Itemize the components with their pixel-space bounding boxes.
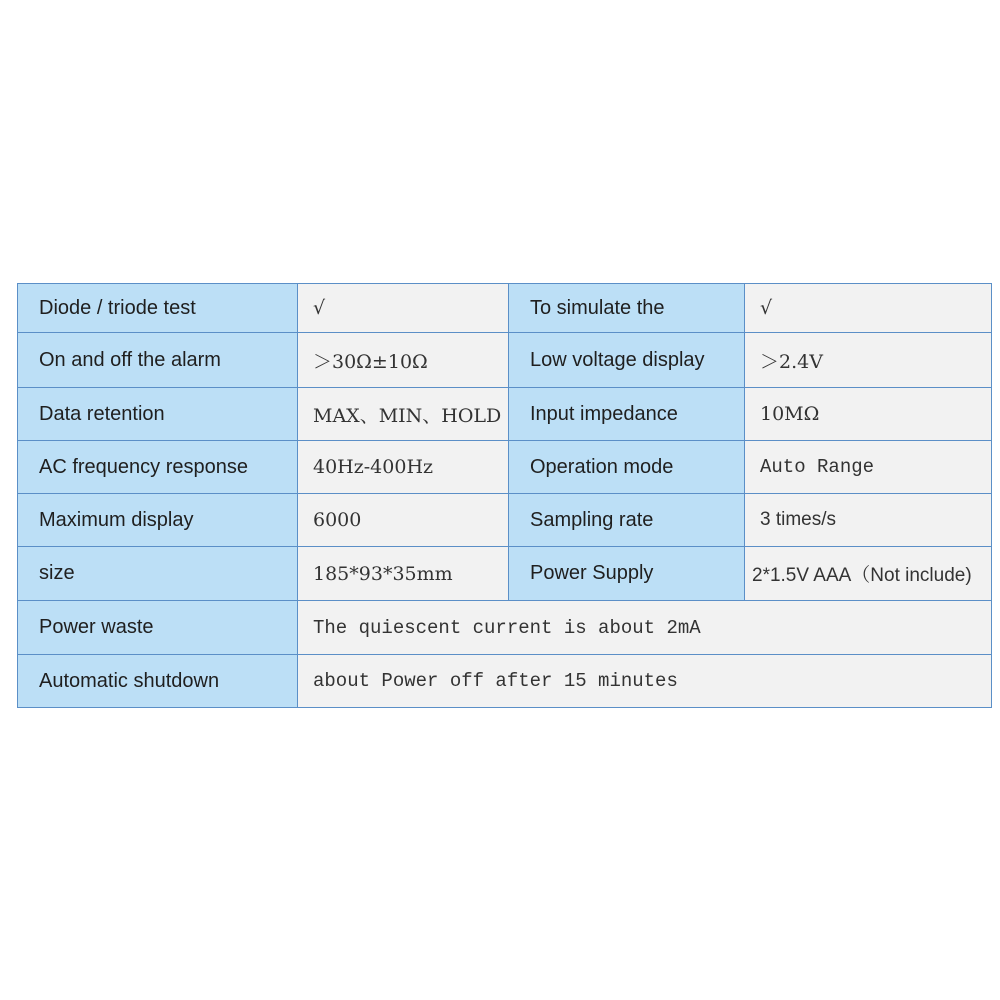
- size-value: 185*93*35mm: [298, 547, 509, 601]
- input-impedance-label: Input impedance: [509, 388, 745, 441]
- table-row: [18, 388, 992, 441]
- data-retention-value: MAX、MIN、HOLD: [298, 388, 509, 441]
- power-supply-label: Power Supply: [509, 547, 745, 601]
- ac-frequency-response-label: AC frequency response: [18, 441, 298, 494]
- spec-table: [17, 283, 992, 708]
- diode-triode-test-label: Diode / triode test: [18, 284, 298, 333]
- data-retention-label: Data retention: [18, 388, 298, 441]
- ac-frequency-response-value: 40Hz-400Hz: [298, 441, 509, 494]
- power-waste-value: The quiescent current is about 2mA: [298, 601, 992, 655]
- maximum-display-label: Maximum display: [18, 494, 298, 547]
- diode-triode-test-value: √: [298, 284, 509, 333]
- simulate-value: √: [745, 284, 992, 333]
- automatic-shutdown-label: Automatic shutdown: [18, 655, 298, 708]
- operation-mode-value: Auto Range: [745, 441, 992, 494]
- sampling-rate-value: 3 times/s: [745, 494, 992, 547]
- operation-mode-label: Operation mode: [509, 441, 745, 494]
- low-voltage-display-value: ＞2.4V: [745, 333, 992, 388]
- table-row: [18, 333, 992, 388]
- automatic-shutdown-value: about Power off after 15 minutes: [298, 655, 992, 708]
- simulate-label: To simulate the: [509, 284, 745, 333]
- low-voltage-display-label: Low voltage display: [509, 333, 745, 388]
- input-impedance-value: 10MΩ: [745, 388, 992, 441]
- table-row: [18, 547, 992, 601]
- alarm-label: On and off the alarm: [18, 333, 298, 388]
- table-row: [18, 494, 992, 547]
- table-row: [18, 441, 992, 494]
- table-row: [18, 284, 992, 333]
- power-waste-label: Power waste: [18, 601, 298, 655]
- maximum-display-value: 6000: [298, 494, 509, 547]
- table-row: [18, 655, 992, 708]
- power-supply-value: 2*1.5V AAA（Not include): [745, 547, 992, 601]
- size-label: size: [18, 547, 298, 601]
- alarm-value: ＞30Ω±10Ω: [298, 333, 509, 388]
- table-row: [18, 601, 992, 655]
- sampling-rate-label: Sampling rate: [509, 494, 745, 547]
